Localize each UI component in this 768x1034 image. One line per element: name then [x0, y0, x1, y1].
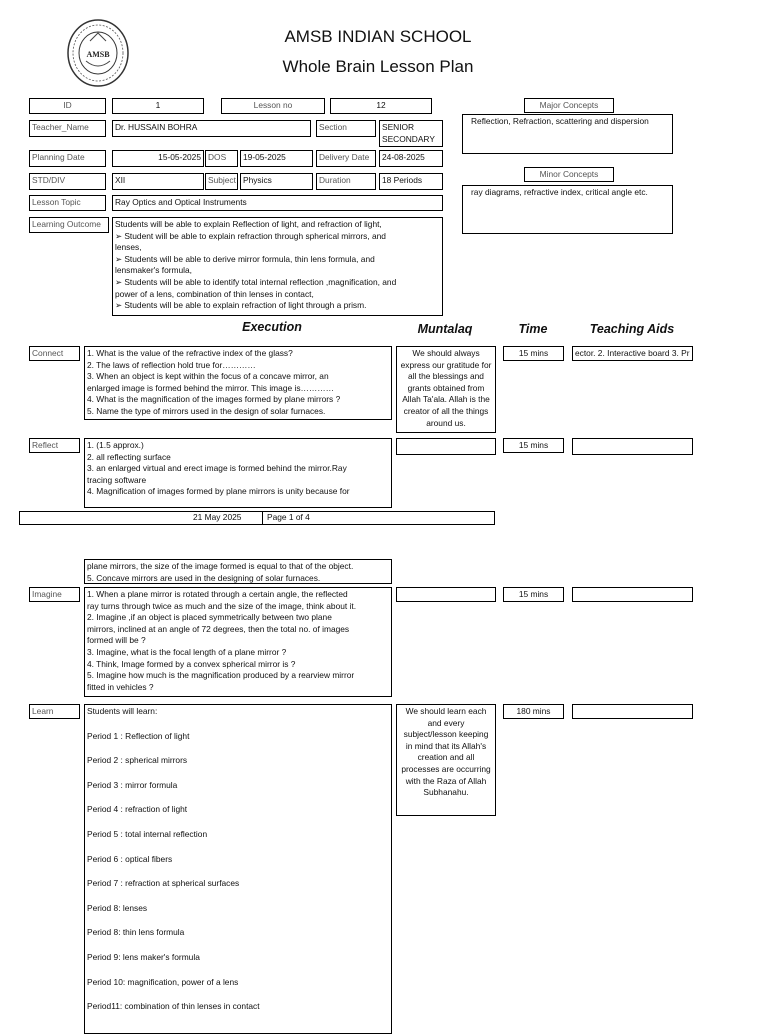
- outcome-line: lensmaker's formula,: [115, 265, 192, 276]
- reflect-answers: [84, 438, 392, 508]
- svg-text:AMSB: AMSB: [86, 50, 110, 59]
- reflect-time: 15 mins: [503, 438, 564, 453]
- connect-line: 5. Name the type of mirrors used in the design of solar furnaces.: [87, 405, 326, 416]
- learn-period: Period 9: lens maker's formula: [87, 951, 200, 962]
- imagine-muntalaq: [396, 587, 496, 602]
- imagine-line: mirrors, inclined at an angle of 72 degrees, then the total no. of images: [87, 623, 350, 634]
- teacher-label: Teacher_Name: [29, 120, 106, 137]
- imagine-time: 15 mins: [503, 587, 564, 602]
- imagine-line: 5. Imagine how much is the magnification produced by a rearview mirror: [87, 670, 355, 681]
- outcome-line: lenses,: [115, 242, 142, 253]
- major-concepts-label: Major Concepts: [524, 98, 614, 113]
- learn-period: Period 8: thin lens formula: [87, 927, 185, 938]
- learn-period: Period 2 : spherical mirrors: [87, 755, 188, 766]
- reflect-continued: [84, 559, 392, 584]
- section-label: Section: [316, 120, 376, 137]
- reflect-continued-line: 5. Concave mirrors are used in the designing of solar furnaces.: [87, 572, 321, 583]
- imagine-line: fitted in vehicles ?: [87, 681, 154, 692]
- learn-period: Period 6 : optical fibers: [87, 853, 173, 864]
- planning-date-value: 15-05-2025: [112, 150, 204, 167]
- std-value: XII: [112, 173, 204, 190]
- minor-concepts-label: Minor Concepts: [524, 167, 614, 182]
- planning-date-label: Planning Date: [29, 150, 106, 167]
- connect-teaching-aids: ector. 2. Interactive board 3. Pr: [572, 346, 693, 361]
- outcome-label: Learning Outcome: [29, 217, 109, 233]
- learn-period: Period 5 : total internal reflection: [87, 828, 208, 839]
- connect-line: 4. What is the magnification of the images formed by plane mirrors ?: [87, 394, 341, 405]
- imagine-line: 1. When a plane mirror is rotated through a certain angle, the reflected: [87, 589, 348, 599]
- imagine-line: ray turns through twice as much and the size of the image, think about it.: [87, 600, 357, 611]
- connect-line: 2. The laws of reflection hold true for…………: [87, 359, 256, 370]
- school-logo: [66, 17, 130, 89]
- reflect-line: 1. (1.5 approx.): [87, 440, 144, 450]
- reflect-muntalaq: [396, 438, 496, 455]
- duration-label: Duration: [316, 173, 376, 190]
- outcome-line: Students will be able to explain Reflection of light, and refraction of light,: [115, 219, 382, 229]
- duration-value: 18 Periods: [379, 173, 443, 190]
- learn-period: Period 3 : mirror formula: [87, 779, 178, 790]
- connect-time: 15 mins: [503, 346, 564, 361]
- learn-period: Period 8: lenses: [87, 902, 148, 913]
- learn-content: [84, 704, 392, 1034]
- imagine-line: formed will be ?: [87, 635, 146, 646]
- connect-questions: [84, 346, 392, 420]
- muntalaq-header: Muntalaq: [417, 322, 473, 336]
- learn-period: Period11: combination of thin lenses in contact: [87, 1001, 260, 1012]
- reflect-continued-line: plane mirrors, the size of the image formed is equal to that of the object.: [87, 561, 354, 571]
- learn-period: Period 4 : refraction of light: [87, 804, 188, 815]
- connect-muntalaq: We should always express our gratitude for all the blessings and grants obtained from Allah Ta'ala. Allah is the creator of all the things around us.: [396, 346, 496, 433]
- reflect-line: 2. all reflecting surface: [87, 451, 171, 462]
- learn-period: Period 7 : refraction at spherical surfaces: [87, 878, 240, 889]
- footer-date: 21 May 2025: [193, 512, 242, 522]
- id-value: 1: [112, 98, 204, 114]
- imagine-line: 3. Imagine, what is the focal length of a plane mirror ?: [87, 646, 287, 657]
- imagine-line: 4. Think, Image formed by a convex spherical mirror is ?: [87, 658, 296, 669]
- teaching-aids-header: Teaching Aids: [589, 322, 675, 336]
- dos-label: DOS: [205, 150, 238, 167]
- lesson-no-value: 12: [330, 98, 432, 114]
- outcome-line: ➢ Student will be able to explain refraction through spherical mirrors, and: [115, 230, 386, 241]
- reflect-line: 4. Magnification of images formed by plane mirrors is unity because for: [87, 486, 350, 497]
- imagine-teaching-aids: [572, 587, 693, 602]
- learn-intro: Students will learn:: [87, 706, 158, 716]
- learn-label: Learn: [29, 704, 80, 719]
- std-label: STD/DIV: [29, 173, 106, 190]
- delivery-date-value: 24-08-2025: [379, 150, 443, 167]
- reflect-line: tracing software: [87, 474, 147, 485]
- learn-period: Period 1 : Reflection of light: [87, 730, 190, 741]
- outcome-line: power of a lens, combination of thin lenses in contact,: [115, 288, 314, 299]
- id-label: ID: [29, 98, 106, 114]
- reflect-line: 3. an enlarged virtual and erect image is formed behind the mirror.Ray: [87, 463, 347, 474]
- reflect-teaching-aids: [572, 438, 693, 455]
- topic-label: Lesson Topic: [29, 195, 106, 211]
- footer-page: Page 1 of 4: [267, 512, 310, 522]
- dos-value: 19-05-2025: [240, 150, 313, 167]
- topic-value: Ray Optics and Optical Instruments: [112, 195, 443, 211]
- connect-line: enlarged image is formed behind the mirror. This image is…………: [87, 382, 335, 393]
- learn-teaching-aids: [572, 704, 693, 719]
- teacher-value: Dr. HUSSAIN BOHRA: [112, 120, 311, 137]
- outcome-line: ➢ Students will be able to derive mirror formula, thin lens formula, and: [115, 253, 375, 264]
- outcome-value: [112, 217, 443, 316]
- subject-label: Subject: [205, 173, 238, 190]
- page-footer: [19, 511, 495, 525]
- school-name: AMSB INDIAN SCHOOL: [284, 27, 472, 46]
- time-header: Time: [518, 322, 548, 336]
- outcome-line: ➢ Students will be able to identify total internal reflection ,magnification, and: [115, 276, 397, 287]
- section-value: SENIOR SECONDARY: [379, 120, 443, 147]
- execution-header: Execution: [242, 320, 302, 334]
- learn-time: 180 mins: [503, 704, 564, 719]
- connect-line: 3. When an object is kept within the focus of a concave mirror, an: [87, 371, 329, 382]
- imagine-questions: [84, 587, 392, 697]
- footer-divider: [262, 511, 263, 525]
- subject-value: Physics: [240, 173, 313, 190]
- connect-line: 1. What is the value of the refractive index of the glass?: [87, 348, 293, 358]
- outcome-line: ➢ Students will be able to explain refraction of light through a prism.: [115, 300, 367, 311]
- connect-label: Connect: [29, 346, 80, 361]
- delivery-date-label: Delivery Date: [316, 150, 376, 167]
- lesson-no-label: Lesson no: [221, 98, 325, 114]
- learn-muntalaq: We should learn each and every subject/lesson keeping in mind that its Allah's creation and all processes are occurring with the Raza of Allah Subhanahu.: [396, 704, 496, 816]
- learn-period: Period 10: magnification, power of a lens: [87, 976, 239, 987]
- document-title: Whole Brain Lesson Plan: [282, 57, 474, 76]
- minor-concepts-value: ray diagrams, refractive index, critical angle etc.: [462, 185, 673, 234]
- major-concepts-value: Reflection, Refraction, scattering and dispersion: [462, 114, 673, 154]
- imagine-line: 2. Imagine ,if an object is placed symmetrically between two plane: [87, 612, 332, 623]
- imagine-label: Imagine: [29, 587, 80, 602]
- reflect-label: Reflect: [29, 438, 80, 453]
